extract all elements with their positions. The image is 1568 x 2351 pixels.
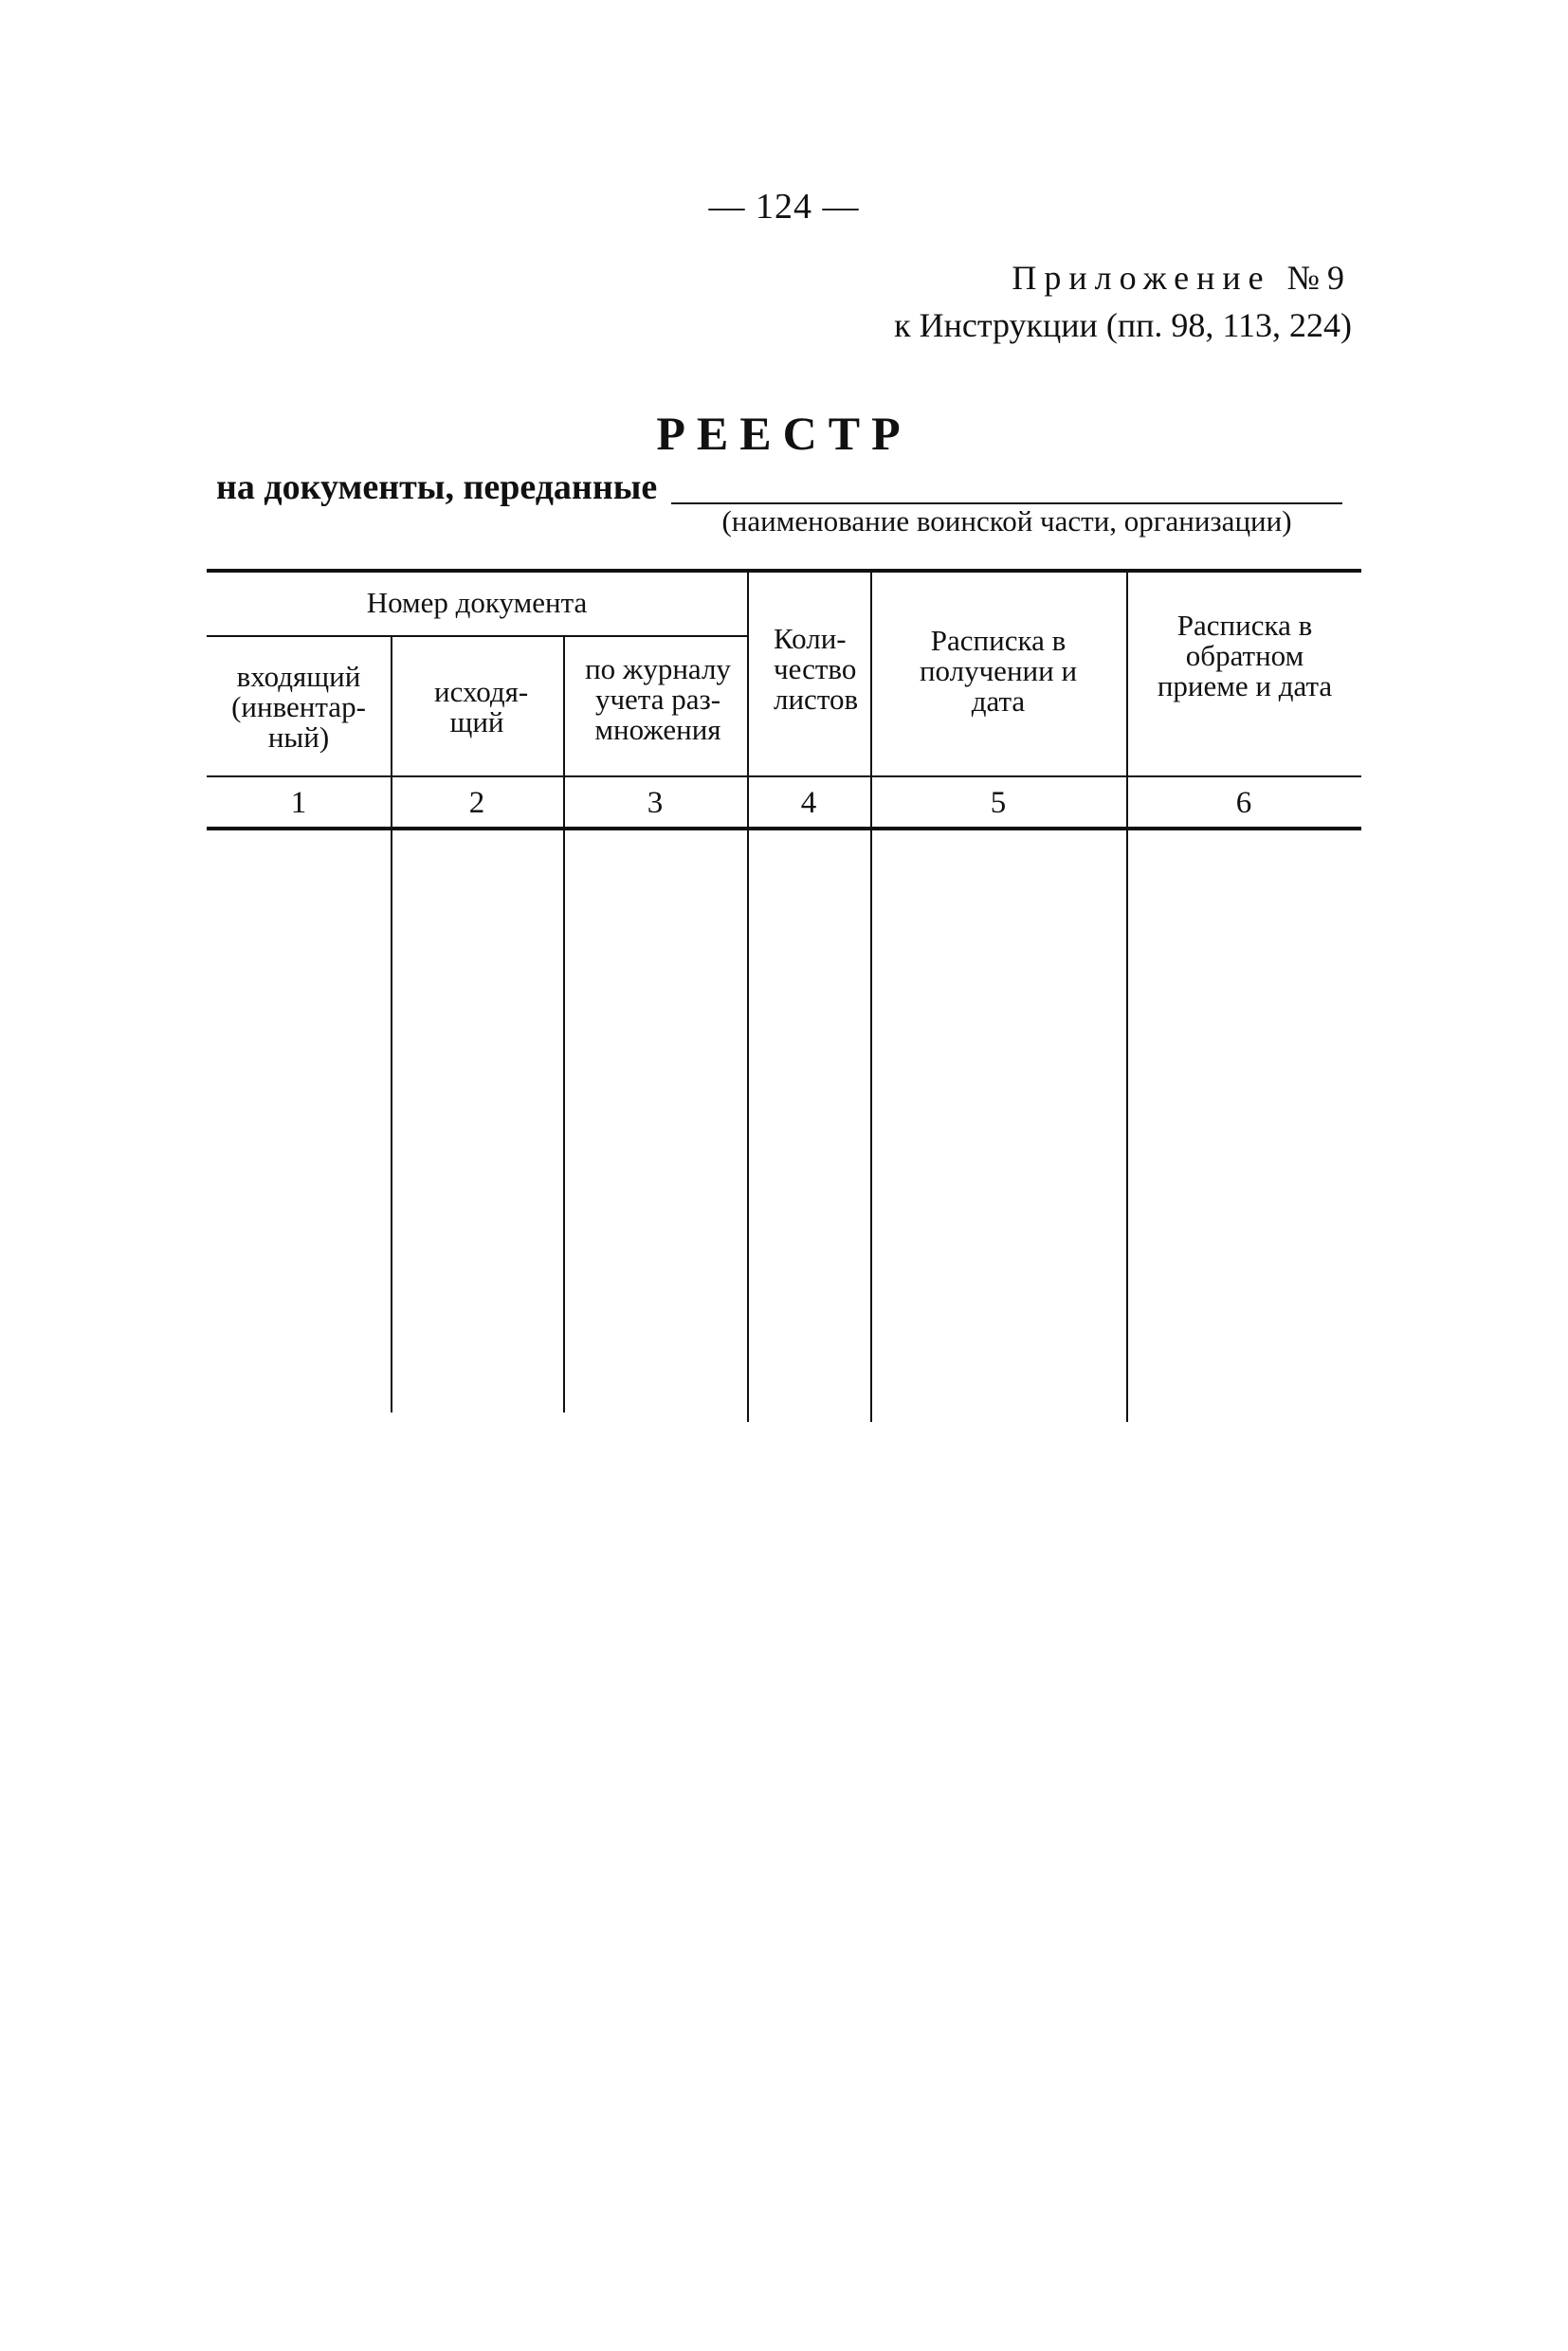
header-bottom-rule (207, 775, 1361, 777)
column-number-2: 2 (468, 786, 485, 820)
column-number-6: 6 (1235, 786, 1252, 820)
recipient-blank-caption: (наименование воинской части, организации) (721, 504, 1292, 538)
table-top-rule (207, 569, 1361, 573)
header-receipt: Расписка в получении и дата (919, 624, 1078, 718)
header-duplication-journal: по журналу учета раз-множения (585, 652, 731, 746)
header-sheet-count: Коли-чество листов (774, 622, 859, 716)
header-outgoing: исходя-щий (434, 675, 529, 738)
header-return-receipt: Расписка в обратном приеме и дата (1157, 609, 1333, 702)
group-header-document-number: Номер документа (366, 586, 588, 619)
col-divider-2 (563, 635, 565, 1412)
col-divider-1 (391, 635, 392, 1412)
column-number-5: 5 (990, 786, 1007, 820)
page-number: — 124 — (708, 187, 860, 227)
appendix-reference (894, 254, 1352, 349)
header-incoming: входящий (инвентар-ный) (231, 660, 366, 754)
appendix-instruction-ref: к Инструкции (пп. 98, 113, 224) (894, 306, 1352, 344)
document-subtitle: на документы, переданные (216, 467, 658, 507)
numbers-bottom-rule (207, 827, 1361, 830)
document-title: РЕЕСТР (656, 407, 912, 460)
column-number-4: 4 (800, 786, 817, 820)
group-header-rule (207, 635, 747, 637)
appendix-title: Приложение №9 (1012, 259, 1352, 297)
column-number-1: 1 (290, 786, 307, 820)
col-divider-3 (747, 569, 749, 1422)
column-number-3: 3 (647, 786, 664, 820)
col-divider-4 (870, 569, 872, 1422)
register-table (207, 569, 1361, 1422)
col-divider-5 (1126, 569, 1128, 1422)
